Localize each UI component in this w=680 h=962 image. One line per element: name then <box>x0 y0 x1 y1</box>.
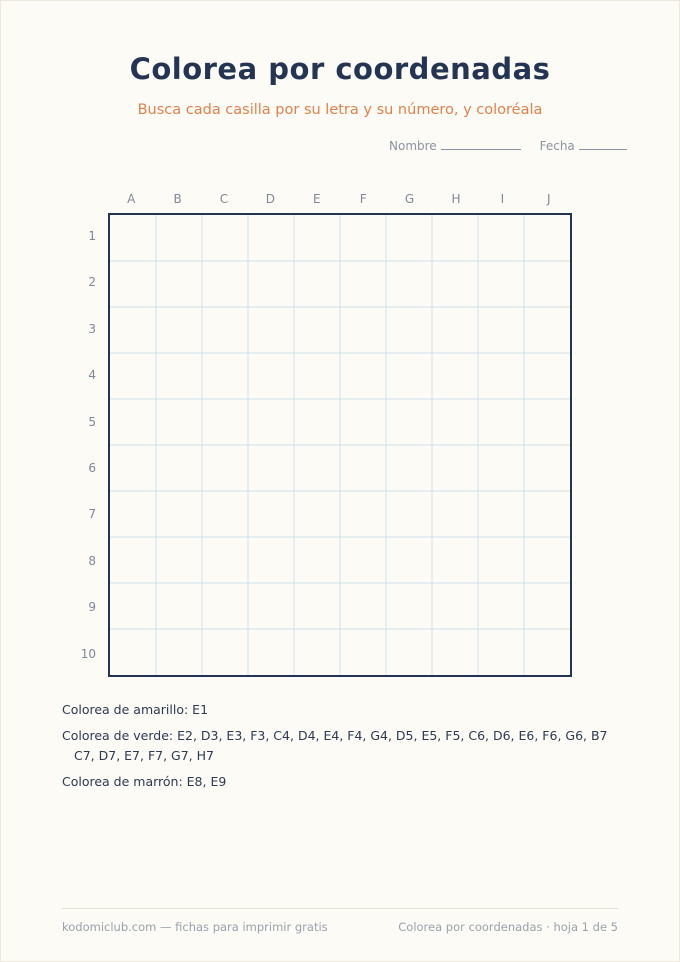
grid-lines <box>110 215 570 675</box>
grid-cell-e2[interactable] <box>294 261 340 307</box>
column-label-g: G <box>404 192 415 206</box>
grid-cell-j8[interactable] <box>524 537 570 583</box>
grid-cell-a10[interactable] <box>110 629 156 675</box>
grid-cell-i5[interactable] <box>478 399 524 445</box>
grid-cell-g10[interactable] <box>386 629 432 675</box>
grid-cell-e3[interactable] <box>294 307 340 353</box>
grid-cell-f7[interactable] <box>340 491 386 537</box>
grid-cell-h1[interactable] <box>432 215 478 261</box>
grid-cell-a6[interactable] <box>110 445 156 491</box>
grid-cell-g8[interactable] <box>386 537 432 583</box>
instruction-green <box>62 726 622 766</box>
grid-cell-h7[interactable] <box>432 491 478 537</box>
grid-cell-d9[interactable] <box>248 583 294 629</box>
column-label-a: A <box>127 192 136 206</box>
grid-cell-f4[interactable] <box>340 353 386 399</box>
grid-cell-b5[interactable] <box>156 399 202 445</box>
grid-cell-i7[interactable] <box>478 491 524 537</box>
row-label-1: 1 <box>88 229 96 243</box>
row-label-2: 2 <box>88 275 96 290</box>
footer-page-info: Colorea por coordenadas · hoja 1 de 5 <box>398 920 618 934</box>
page-subtitle: Busca cada casilla por su letra y su número, y coloréala <box>137 102 543 118</box>
grid-cell-d1[interactable] <box>248 215 294 261</box>
grid-cell-i3[interactable] <box>478 307 524 353</box>
grid-cell-d8[interactable] <box>248 537 294 583</box>
grid-cell-e6[interactable] <box>294 445 340 491</box>
grid-cell-g4[interactable] <box>386 353 432 399</box>
grid-cell-e8[interactable] <box>294 537 340 583</box>
grid-cell-b8[interactable] <box>156 537 202 583</box>
grid-cell-j6[interactable] <box>524 445 570 491</box>
column-label-c: C <box>219 192 229 206</box>
grid-cell-e1[interactable] <box>294 215 340 261</box>
grid-cell-d4[interactable] <box>248 353 294 399</box>
row-label-4: 4 <box>88 368 96 383</box>
grid-cell-c3[interactable] <box>202 307 248 353</box>
grid-cell-b2[interactable] <box>156 261 202 307</box>
grid-cell-e5[interactable] <box>294 399 340 445</box>
grid-cell-i2[interactable] <box>478 261 524 307</box>
grid-cell-g3[interactable] <box>386 307 432 353</box>
grid-cell-a8[interactable] <box>110 537 156 583</box>
grid-cell-b7[interactable] <box>156 491 202 537</box>
grid-cell-i8[interactable] <box>478 537 524 583</box>
grid-cell-j9[interactable] <box>524 583 570 629</box>
column-label-h: H <box>451 192 461 206</box>
row-labels <box>70 213 100 677</box>
grid-cell-i6[interactable] <box>478 445 524 491</box>
grid-cell-g9[interactable] <box>386 583 432 629</box>
grid-cell-b3[interactable] <box>156 307 202 353</box>
column-label-f: F <box>359 192 367 206</box>
grid-cell-c7[interactable] <box>202 491 248 537</box>
grid-cell-a5[interactable] <box>110 399 156 445</box>
grid-cell-j2[interactable] <box>524 261 570 307</box>
grid-cell-h5[interactable] <box>432 399 478 445</box>
date-label: Fecha <box>539 139 575 153</box>
grid-cell-e4[interactable] <box>294 353 340 399</box>
row-label-10: 10 <box>80 646 96 661</box>
column-label-b: B <box>173 192 182 206</box>
grid-cell-h2[interactable] <box>432 261 478 307</box>
grid-cell-f6[interactable] <box>340 445 386 491</box>
grid-cell-g6[interactable] <box>386 445 432 491</box>
instructions <box>62 700 622 798</box>
grid-cell-d7[interactable] <box>248 491 294 537</box>
grid-cell-a4[interactable] <box>110 353 156 399</box>
grid-cell-d3[interactable] <box>248 307 294 353</box>
grid-cell-e9[interactable] <box>294 583 340 629</box>
grid-cell-d6[interactable] <box>248 445 294 491</box>
grid-cell-i4[interactable] <box>478 353 524 399</box>
grid-cell-j4[interactable] <box>524 353 570 399</box>
row-label-5: 5 <box>88 414 96 429</box>
row-label-3: 3 <box>88 321 96 336</box>
grid-cell-c5[interactable] <box>202 399 248 445</box>
grid-cell-g1[interactable] <box>386 215 432 261</box>
row-label-8: 8 <box>88 553 96 568</box>
grid-cell-h9[interactable] <box>432 583 478 629</box>
column-labels <box>108 192 572 208</box>
date-blank-line[interactable] <box>579 148 627 150</box>
grid-cell-f5[interactable] <box>340 399 386 445</box>
grid-cell-a3[interactable] <box>110 307 156 353</box>
name-date-fields <box>389 139 627 153</box>
grid-cell-i9[interactable] <box>478 583 524 629</box>
grid-cell-b1[interactable] <box>156 215 202 261</box>
grid-cell-c2[interactable] <box>202 261 248 307</box>
page-title: Colorea por coordenadas <box>129 52 551 86</box>
grid-cell-b4[interactable] <box>156 353 202 399</box>
instruction-brown: Colorea de marrón: E8, E9 <box>62 774 227 789</box>
grid-cell-h4[interactable] <box>432 353 478 399</box>
grid-cell-b6[interactable] <box>156 445 202 491</box>
grid-cell-c1[interactable] <box>202 215 248 261</box>
coordinate-grid[interactable] <box>108 213 572 677</box>
grid-cell-j5[interactable] <box>524 399 570 445</box>
instruction-yellow: Colorea de amarillo: E1 <box>62 702 209 717</box>
grid-cell-j10[interactable] <box>524 629 570 675</box>
grid-cell-a9[interactable] <box>110 583 156 629</box>
grid-cell-d5[interactable] <box>248 399 294 445</box>
grid-cell-a1[interactable] <box>110 215 156 261</box>
grid-cell-a7[interactable] <box>110 491 156 537</box>
grid-cell-g5[interactable] <box>386 399 432 445</box>
grid-cell-g2[interactable] <box>386 261 432 307</box>
column-label-e: E <box>312 192 321 206</box>
name-blank-line[interactable] <box>441 148 521 150</box>
grid-cell-f10[interactable] <box>340 629 386 675</box>
row-label-9: 9 <box>88 600 96 615</box>
grid-cell-d10[interactable] <box>248 629 294 675</box>
grid-cell-i1[interactable] <box>478 215 524 261</box>
grid-cell-h3[interactable] <box>432 307 478 353</box>
instruction-green-line2: C7, D7, E7, F7, G7, H7 <box>74 748 214 763</box>
grid-cell-c4[interactable] <box>202 353 248 399</box>
grid-cell-d2[interactable] <box>248 261 294 307</box>
name-label: Nombre <box>389 139 437 153</box>
grid-cell-f3[interactable] <box>340 307 386 353</box>
grid-cell-a2[interactable] <box>110 261 156 307</box>
footer-site-text: kodomiclub.com — fichas para imprimir gratis <box>62 920 328 934</box>
grid-cell-h10[interactable] <box>432 629 478 675</box>
grid-cell-e10[interactable] <box>294 629 340 675</box>
grid-cell-c9[interactable] <box>202 583 248 629</box>
grid-cell-h8[interactable] <box>432 537 478 583</box>
instruction-green-line1: Colorea de verde: E2, D3, E3, F3, C4, D4, E4, F4, G4, D5, E5, F5, C6, D6, E6, F6, G6, B7 <box>62 728 608 743</box>
grid-cell-g7[interactable] <box>386 491 432 537</box>
grid-cell-b10[interactable] <box>156 629 202 675</box>
grid-cell-f8[interactable] <box>340 537 386 583</box>
column-label-i: I <box>500 192 505 206</box>
grid-cell-h6[interactable] <box>432 445 478 491</box>
grid-cell-b9[interactable] <box>156 583 202 629</box>
column-label-j: J <box>547 192 551 206</box>
grid-cell-f1[interactable] <box>340 215 386 261</box>
grid-cell-c6[interactable] <box>202 445 248 491</box>
row-label-6: 6 <box>88 461 96 475</box>
grid-cell-i10[interactable] <box>478 629 524 675</box>
grid-cell-j7[interactable] <box>524 491 570 537</box>
grid-cell-j3[interactable] <box>524 307 570 353</box>
footer-divider <box>62 908 618 909</box>
grid-cell-f2[interactable] <box>340 261 386 307</box>
row-label-7: 7 <box>88 507 96 522</box>
grid-cell-j1[interactable] <box>524 215 570 261</box>
column-label-d: D <box>265 192 275 206</box>
grid-cell-f9[interactable] <box>340 583 386 629</box>
grid-cell-c10[interactable] <box>202 629 248 675</box>
grid-cell-e7[interactable] <box>294 491 340 537</box>
grid-cell-c8[interactable] <box>202 537 248 583</box>
